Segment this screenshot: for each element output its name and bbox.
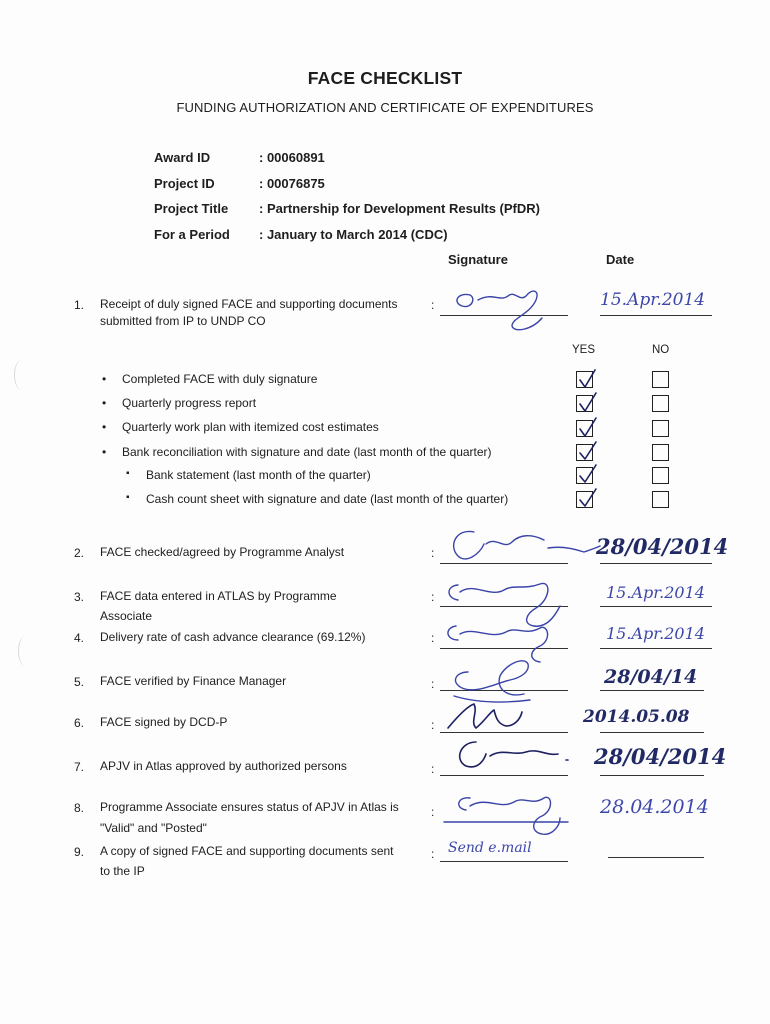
signature-mark — [460, 742, 568, 767]
item-colon: : — [431, 631, 435, 645]
handwritten-date: 15.Apr.2014 — [600, 290, 706, 310]
handwritten-date: 28/04/2014 — [596, 534, 729, 559]
checklist-item-label: Quarterly progress report — [122, 396, 257, 410]
period-value: : January to March 2014 (CDC) — [259, 227, 448, 242]
checklist-bullet: • — [102, 420, 107, 434]
checklist-sub-bullet: ▪ — [126, 492, 130, 503]
checkbox-no[interactable] — [652, 420, 669, 437]
checklist-sub-bullet: ▪ — [126, 468, 130, 479]
item-number: 5. — [74, 675, 85, 689]
item-text-continued: Associate — [100, 609, 153, 623]
item-text: FACE signed by DCD-P — [100, 715, 228, 729]
checklist-item-label: Cash count sheet with signature and date (last month of the quarter) — [146, 492, 509, 506]
item-text: FACE verified by Finance Manager — [100, 674, 287, 688]
item-colon: : — [431, 805, 435, 819]
checklist-item-label: Bank statement (last month of the quarter) — [146, 468, 371, 482]
signature-line — [440, 775, 568, 776]
item-number: 9. — [74, 845, 85, 859]
signature-line — [440, 861, 568, 862]
item-colon: : — [431, 546, 435, 560]
signature-mark — [454, 661, 530, 702]
date-line — [608, 857, 704, 858]
project-title-value: : Partnership for Development Results (PfDR) — [259, 201, 540, 216]
item-colon: : — [431, 677, 435, 691]
item-colon: : — [431, 762, 435, 776]
signature-line — [440, 648, 568, 649]
item-text-continued: submitted from IP to UNDP CO — [100, 314, 266, 328]
date-line — [600, 690, 704, 691]
project-id-label: Project ID — [154, 176, 215, 191]
checklist-item-label: Quarterly work plan with itemized cost estimates — [122, 420, 379, 434]
signature-mark — [457, 291, 542, 330]
item-text: APJV in Atlas approved by authorized persons — [100, 759, 347, 773]
item-number: 2. — [74, 546, 85, 560]
document-title: FACE CHECKLIST — [307, 68, 463, 88]
yes-column-header: YES — [572, 344, 596, 356]
signature-mark — [449, 583, 560, 626]
checkbox-yes[interactable] — [576, 491, 593, 508]
project-title-label: Project Title — [154, 201, 229, 216]
checklist-item-label: Bank reconciliation with signature and date (last month of the quarter) — [122, 445, 492, 459]
checklist-bullet: • — [102, 445, 107, 459]
award-id-value: : 00060891 — [259, 150, 325, 165]
signature-line — [440, 606, 568, 607]
item-colon: : — [431, 718, 435, 732]
item-text-continued: to the IP — [100, 864, 145, 878]
signature-mark — [454, 531, 600, 558]
item-number: 1. — [74, 298, 85, 312]
checkbox-yes[interactable] — [576, 395, 593, 412]
date-line — [600, 315, 712, 316]
signature-line — [440, 690, 568, 691]
date-line — [600, 648, 712, 649]
signature-line — [440, 732, 568, 733]
item-number: 8. — [74, 801, 85, 815]
item-number: 6. — [74, 716, 85, 730]
item-text-continued: "Valid" and "Posted" — [100, 821, 207, 835]
item-text: Receipt of duly signed FACE and supporting documents — [100, 297, 398, 311]
item-number: 7. — [74, 760, 85, 774]
project-id-value: : 00076875 — [259, 176, 325, 191]
item-colon: : — [431, 847, 435, 861]
item-text: A copy of signed FACE and supporting documents sent — [100, 844, 394, 858]
checklist-item-label: Completed FACE with duly signature — [122, 372, 318, 386]
handwritten-date: 28/04/14 — [604, 666, 698, 688]
checkbox-yes[interactable] — [576, 467, 593, 484]
handwritten-note: Send e.mail — [448, 840, 532, 856]
award-id-label: Award ID — [154, 150, 211, 165]
checkbox-no[interactable] — [652, 371, 669, 388]
signature-mark — [459, 797, 560, 834]
item-text: Programme Associate ensures status of APJV in Atlas is — [100, 800, 399, 814]
signature-column-header: Signature — [448, 252, 508, 267]
checkbox-yes[interactable] — [576, 420, 593, 437]
checklist-bullet: • — [102, 396, 107, 410]
document-subtitle: FUNDING AUTHORIZATION AND CERTIFICATE OF EXPENDITURES — [176, 100, 594, 115]
handwritten-date: 28.04.2014 — [600, 796, 709, 818]
checkbox-no[interactable] — [652, 395, 669, 412]
handwritten-date: 2014.05.08 — [583, 707, 690, 727]
date-line — [600, 563, 712, 564]
checkbox-no[interactable] — [652, 491, 669, 508]
checkbox-no[interactable] — [652, 444, 669, 461]
checkbox-yes[interactable] — [576, 371, 593, 388]
checkbox-yes[interactable] — [576, 444, 593, 461]
date-line — [600, 775, 704, 776]
scan-artifact — [18, 636, 33, 666]
period-label: For a Period — [154, 227, 230, 242]
signature-line — [440, 315, 568, 316]
item-colon: : — [431, 590, 435, 604]
date-column-header: Date — [606, 252, 635, 267]
scan-artifact — [14, 360, 29, 390]
signature-mark — [448, 704, 522, 728]
date-line — [600, 732, 704, 733]
item-colon: : — [431, 298, 435, 312]
item-text: Delivery rate of cash advance clearance (69.12%) — [100, 630, 366, 644]
item-number: 3. — [74, 590, 85, 604]
item-text: FACE checked/agreed by Programme Analyst — [100, 545, 345, 559]
date-line — [600, 606, 712, 607]
item-text: FACE data entered in ATLAS by Programme — [100, 589, 337, 603]
handwritten-date: 28/04/2014 — [594, 744, 727, 769]
signature-mark — [448, 626, 548, 662]
no-column-header: NO — [652, 344, 670, 356]
checklist-bullet: • — [102, 372, 107, 386]
signature-line — [440, 563, 568, 564]
handwritten-date: 15.Apr.2014 — [606, 624, 705, 643]
item-number: 4. — [74, 631, 85, 645]
handwritten-date: 15.Apr.2014 — [606, 583, 705, 602]
checkbox-no[interactable] — [652, 467, 669, 484]
